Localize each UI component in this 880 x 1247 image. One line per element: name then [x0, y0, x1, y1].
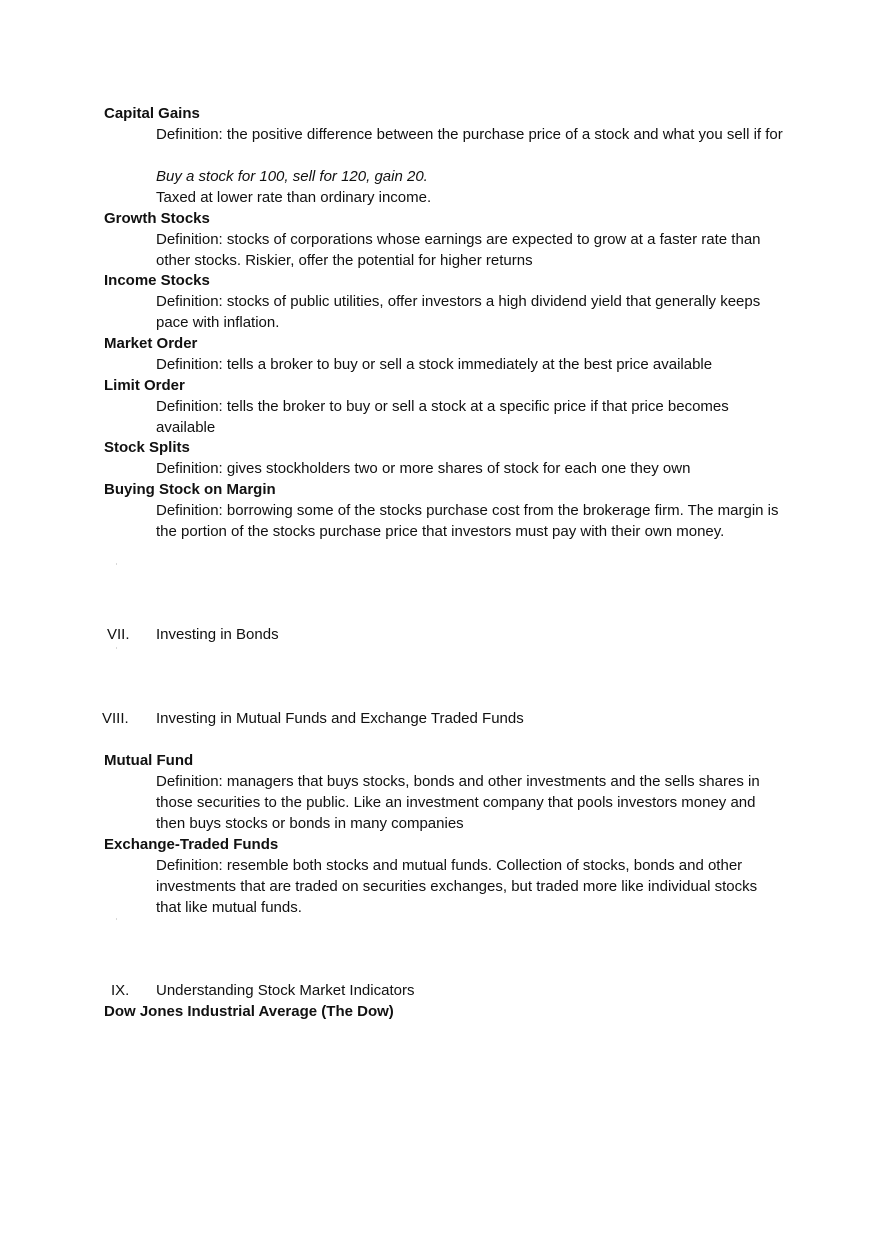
faint-mark: [116, 647, 117, 649]
term-buying-on-margin: Buying Stock on Margin: [104, 481, 276, 498]
faint-mark: [116, 918, 117, 920]
section-number-ix: IX.: [111, 982, 130, 999]
term-capital-gains: Capital Gains: [104, 105, 200, 122]
definition-capital-gains: Definition: the positive difference between the purchase price of a stock and what you sell if for: [156, 126, 783, 143]
definition-income-stocks: Definition: stocks of public utilities, offer investors a high dividend yield that generally keeps pace with inflation.: [156, 293, 761, 331]
definition-mutual-fund: Definition: managers that buys stocks, bonds and other investments and the sells shares in those securities to the public. Like an investment company that pools investors money and then buys stocks or bonds in many companies: [156, 773, 760, 832]
definition-exchange-traded-funds: Definition: resemble both stocks and mutual funds. Collection of stocks, bonds and other investments that are traded on securities exchanges, but traded more like individual stocks that like mutual funds.: [156, 857, 758, 916]
note-capital-gains: Taxed at lower rate than ordinary income.: [156, 189, 432, 206]
definition-growth-stocks: Definition: stocks of corporations whose earnings are expected to grow at a faster rate than other stocks. Riskier, offer the potential for higher returns: [156, 231, 761, 269]
section-title-vii: Investing in Bonds: [156, 626, 279, 643]
term-exchange-traded-funds: Exchange-Traded Funds: [104, 836, 279, 853]
term-stock-splits: Stock Splits: [104, 439, 190, 456]
section-title-ix: Understanding Stock Market Indicators: [156, 982, 415, 999]
definition-limit-order: Definition: tells the broker to buy or sell a stock at a specific price if that price becomes available: [156, 398, 729, 436]
definition-stock-splits: Definition: gives stockholders two or more shares of stock for each one they own: [156, 460, 691, 477]
example-capital-gains: Buy a stock for 100, sell for 120, gain 20.: [156, 168, 428, 185]
term-dow-jones: Dow Jones Industrial Average (The Dow): [104, 1003, 394, 1020]
section-number-viii: VIII.: [102, 710, 129, 727]
term-limit-order: Limit Order: [104, 377, 185, 394]
definition-buying-on-margin: Definition: borrowing some of the stocks purchase cost from the brokerage firm. The margin is the portion of the stocks purchase price that investors must pay with their own money.: [156, 502, 779, 540]
term-mutual-fund: Mutual Fund: [104, 752, 194, 769]
faint-mark: [116, 563, 117, 565]
section-number-vii: VII.: [107, 626, 130, 643]
definition-market-order: Definition: tells a broker to buy or sell a stock immediately at the best price available: [156, 356, 713, 373]
section-title-viii: Investing in Mutual Funds and Exchange Traded Funds: [156, 710, 524, 727]
term-market-order: Market Order: [104, 335, 198, 352]
term-income-stocks: Income Stocks: [104, 272, 210, 289]
term-growth-stocks: Growth Stocks: [104, 210, 210, 227]
